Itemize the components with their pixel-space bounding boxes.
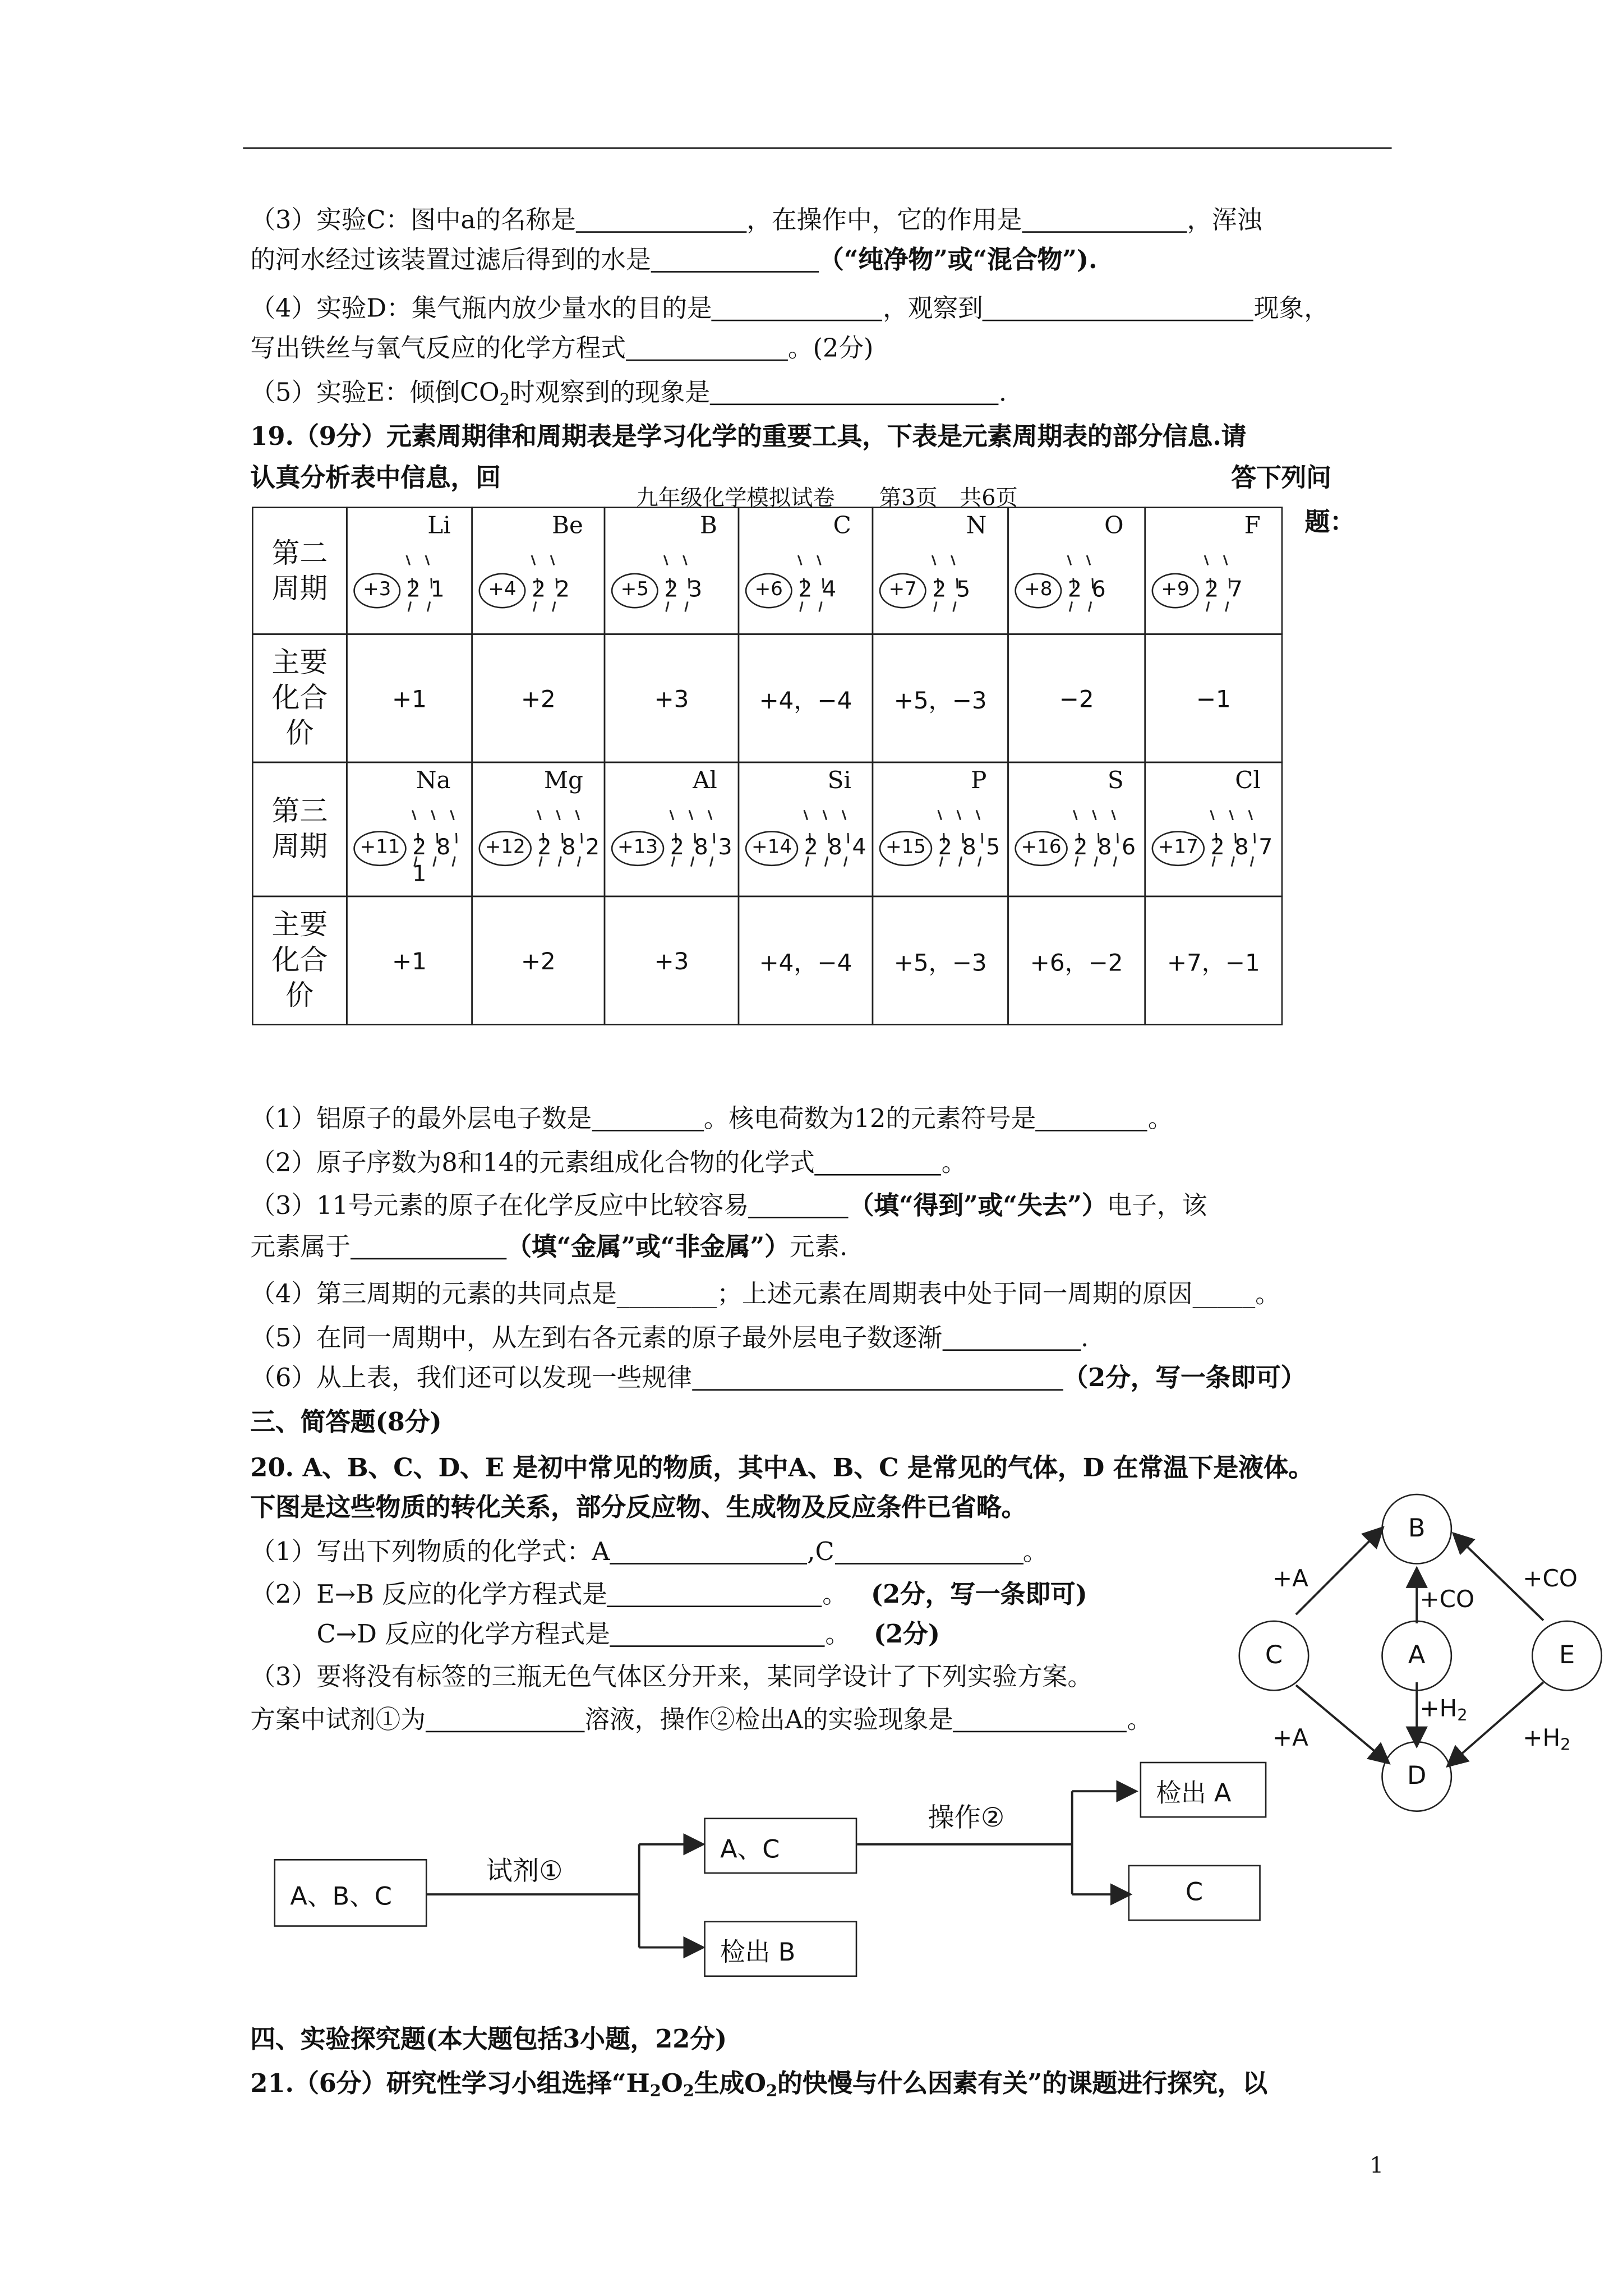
q19-part3-line1: [250, 1190, 1207, 1223]
q18-part3-line2: [250, 245, 1097, 277]
text: ，在操作中，它的作用是: [746, 206, 1022, 236]
text: （填“金属”或“非金属”）: [506, 1232, 790, 1263]
text: +H: [1419, 1694, 1458, 1722]
answer-blank[interactable]: [1022, 206, 1187, 233]
text: (2分): [873, 1620, 940, 1650]
text: 元素.: [789, 1232, 848, 1263]
q21-intro: [250, 2068, 1267, 2108]
text: 方案中试剂①为: [250, 1705, 426, 1736]
q19-intro-line1: 19.（9分）元素周期律和周期表是学习化学的重要工具，下表是元素周期表的部分信息.请: [250, 422, 1247, 453]
electron-counts: 2 3: [664, 576, 704, 603]
page-number: 1: [1370, 2152, 1384, 2179]
answer-blank[interactable]: [651, 246, 819, 273]
text: 元素属于: [250, 1232, 351, 1263]
text: （5）实验E：倾倒CO: [250, 378, 500, 408]
flow-label-operation: 操作②: [928, 1803, 1005, 1834]
flow-box-detect-b: 检出 B: [704, 1921, 857, 1977]
answer-blank[interactable]: [576, 206, 747, 233]
row-header-period3: [252, 762, 348, 898]
text: 溶液，操作②检出A的实验现象是: [584, 1705, 953, 1736]
text: ，观察到: [883, 295, 983, 324]
row-header-text: 第二 周期: [271, 537, 328, 605]
element-symbol: Na: [416, 766, 451, 794]
flow-label-reagent: 试剂①: [486, 1856, 563, 1887]
q20-part3-line1: （3）要将没有标签的三瓶无色气体区分开来，某同学设计了下列实验方案。: [250, 1663, 1093, 1693]
valence-cell-f: −1: [1144, 633, 1283, 763]
element-symbol: P: [971, 766, 987, 794]
answer-blank[interactable]: [610, 1621, 825, 1647]
text: 21.（6分）研究性学习小组选择“H: [250, 2069, 650, 2100]
top-rule: [243, 148, 1391, 149]
section-4-heading: 四、实验探究题(本大题包括3小题，22分): [250, 2025, 727, 2055]
text: （3）11号元素的原子在化学反应中比较容易: [250, 1191, 749, 1221]
row-header-text: 主要 化合 价: [271, 646, 328, 750]
valence-cell-na: +1: [346, 896, 473, 1025]
electron-counts: 2 8 3: [670, 834, 734, 861]
element-symbol: N: [966, 511, 987, 540]
q20-part2-line1: [250, 1579, 1087, 1612]
answer-blank[interactable]: [610, 1538, 807, 1565]
element-cell-si: [738, 762, 874, 898]
text: (2分，写一条即可): [870, 1580, 1087, 1611]
element-symbol: Li: [427, 511, 451, 540]
q19-part3-line2: [250, 1231, 847, 1264]
nucleus-circle: +9: [1152, 573, 1199, 609]
node-a: A: [1381, 1621, 1452, 1691]
nucleus-circle: +11: [353, 831, 407, 866]
element-symbol: S: [1107, 766, 1124, 794]
nucleus-circle: +16: [1015, 831, 1068, 866]
electron-counts: 2 8 5: [938, 834, 1002, 861]
answer-blank[interactable]: [953, 1706, 1127, 1732]
element-symbol: O: [1104, 511, 1124, 540]
subscript: 2: [649, 2081, 661, 2101]
text: 电子，该: [1106, 1191, 1207, 1221]
text: （2）E→B 反应的化学方程式是: [250, 1580, 607, 1611]
label-e-to-d: [1523, 1723, 1570, 1754]
q19-part5: [250, 1323, 1089, 1355]
element-cell-be: [471, 507, 605, 634]
nucleus-circle: +15: [879, 831, 933, 866]
answer-blank[interactable]: [351, 1233, 506, 1259]
flow-box-detect-a: 检出 A: [1140, 1762, 1267, 1818]
q20-intro-line2: 下图是这些物质的转化关系，部分反应物、生成物及反应条件已省略。: [250, 1493, 1027, 1524]
element-cell-al: [604, 762, 740, 898]
running-header: 九年级化学模拟试卷 第3页 共6页: [636, 484, 1018, 512]
nucleus-circle: +17: [1152, 831, 1205, 866]
text: 生成O: [694, 2069, 767, 2100]
valence-cell-cl: +7，−1: [1144, 896, 1283, 1025]
q20-part3-line2: [250, 1704, 1152, 1737]
text: （填“得到”或“失去”）: [849, 1191, 1107, 1221]
q19-part4: （4）第三周期的元素的共同点是________；上述元素在周期表中处于同一周期的原因_____。: [250, 1280, 1280, 1310]
valence-cell-li: +1: [346, 633, 473, 763]
row-header-text: 主要 化合 价: [271, 909, 328, 1013]
text: （1）铝原子的最外层电子数是: [250, 1105, 592, 1135]
text: 。: [825, 1620, 850, 1650]
text: （“纯净物”或“混合物”).: [819, 246, 1098, 276]
row-header-period2: [252, 507, 348, 634]
electron-counts: 2 2: [531, 576, 571, 603]
electron-counts: 2 8 6: [1073, 834, 1137, 861]
q19-intro-line2: 认真分析表中信息，回: [250, 464, 501, 494]
electron-counts: 2 7: [1205, 576, 1244, 603]
text: （5）在同一周期中，从左到右各元素的原子最外层电子数逐渐: [250, 1324, 943, 1354]
valence-cell-o: −2: [1007, 633, 1146, 763]
text: .: [1081, 1324, 1089, 1354]
q20-part1: [250, 1536, 1048, 1569]
element-symbol: Mg: [543, 766, 583, 794]
answer-blank[interactable]: [983, 295, 1254, 321]
text: C→D 反应的化学方程式是: [316, 1620, 610, 1650]
valence-cell-mg: +2: [471, 896, 605, 1025]
text: 。: [1022, 1538, 1048, 1568]
text: 。: [822, 1580, 847, 1611]
text: 。(2分): [787, 334, 874, 364]
answer-blank[interactable]: [607, 1581, 822, 1607]
electron-counts: 2 8 2: [537, 834, 601, 861]
q19-part1: [250, 1103, 1173, 1136]
subscript: 2: [683, 2081, 694, 2101]
q20-intro-line1: 20. A、B、C、D、E 是初中常见的物质，其中A、B、C 是常见的气体，D 在常温下是液体。: [250, 1453, 1314, 1484]
flow-box-abc: A、B、C: [274, 1859, 427, 1927]
element-symbol: Al: [693, 766, 717, 794]
text: 的河水经过该装置过滤后得到的水是: [250, 246, 651, 276]
valence-cell-c: +4，−4: [738, 633, 874, 763]
element-cell-b: [604, 507, 740, 634]
label-c-to-b: +A: [1272, 1564, 1308, 1593]
arrow-c-to-d: [1296, 1685, 1387, 1762]
answer-blank[interactable]: [1036, 1105, 1148, 1131]
valence-cell-si: +4，−4: [738, 896, 874, 1025]
nucleus-circle: +5: [611, 573, 658, 609]
electron-counts: 2 1: [406, 576, 446, 603]
element-symbol: Be: [552, 511, 583, 540]
text: .: [998, 378, 1007, 408]
answer-blank[interactable]: [942, 1324, 1081, 1351]
q18-part4-line2: [250, 333, 873, 365]
valence-cell-n: +5，−3: [872, 633, 1009, 763]
label-a-to-d: [1419, 1694, 1467, 1725]
label-a-to-b: +CO: [1419, 1585, 1475, 1613]
nucleus-circle: +13: [611, 831, 665, 866]
node-d: D: [1381, 1741, 1452, 1812]
element-symbol: Cl: [1235, 766, 1261, 794]
q19-intro-line2-right: 答下列问: [1231, 464, 1331, 494]
answer-blank[interactable]: [626, 334, 788, 361]
element-cell-o: [1007, 507, 1146, 634]
nucleus-circle: +7: [879, 573, 926, 609]
text: （6）从上表，我们还可以发现一些规律: [250, 1364, 692, 1394]
nucleus-circle: +4: [478, 573, 525, 609]
section-3-heading: 三、简答题(8分): [250, 1408, 442, 1438]
valence-cell-s: +6，−2: [1007, 896, 1146, 1025]
text: 的快慢与什么因素有关”的课题进行探究，以: [777, 2069, 1268, 2100]
answer-blank[interactable]: [815, 1149, 942, 1175]
text: 现象，: [1253, 295, 1329, 324]
valence-cell-p: +5，−3: [872, 896, 1009, 1025]
label-c-to-d: +A: [1272, 1723, 1308, 1752]
text: （1）写出下列物质的化学式：A: [250, 1538, 610, 1568]
text: （2分，写一条即可）: [1063, 1364, 1306, 1394]
nucleus-circle: +12: [478, 831, 532, 866]
element-cell-f: [1144, 507, 1283, 634]
answer-blank[interactable]: [712, 295, 883, 321]
text: （4）实验D：集气瓶内放少量水的目的是: [250, 295, 712, 324]
element-cell-na: [346, 762, 473, 898]
nucleus-circle: +6: [745, 573, 792, 609]
answer-blank[interactable]: [592, 1105, 704, 1131]
subscript: 2: [766, 2081, 778, 2101]
electron-counts: 2 5: [932, 576, 972, 603]
text: 。: [1147, 1105, 1173, 1135]
answer-blank[interactable]: [692, 1364, 1063, 1391]
element-cell-mg: [471, 762, 605, 898]
q18-part3-line1: [250, 205, 1262, 237]
arrow-c-to-b: [1296, 1529, 1381, 1614]
text: （2）原子序数为8和14的元素组成化合物的化学式: [250, 1149, 815, 1179]
answer-blank[interactable]: [710, 379, 999, 405]
text: 写出铁丝与氧气反应的化学方程式: [250, 334, 626, 364]
label-e-to-b: +CO: [1523, 1564, 1578, 1593]
element-cell-p: [872, 762, 1009, 898]
subscript: 2: [1457, 1705, 1468, 1726]
flow-box-ac: A、C: [704, 1818, 857, 1874]
element-symbol: F: [1244, 511, 1261, 540]
node-e: E: [1532, 1621, 1602, 1691]
answer-blank[interactable]: [749, 1191, 849, 1218]
node-b: B: [1381, 1494, 1452, 1565]
valence-cell-be: +2: [471, 633, 605, 763]
q19-part2: [250, 1148, 966, 1180]
q19-intro-line3: 题：: [1304, 508, 1355, 538]
text: +H: [1523, 1723, 1561, 1752]
q19-part6: [250, 1363, 1306, 1395]
element-cell-s: [1007, 762, 1146, 898]
nucleus-circle: +14: [745, 831, 799, 866]
text: ，浑浊: [1187, 206, 1262, 236]
answer-blank[interactable]: [426, 1706, 585, 1732]
text: 时观察到的现象是: [510, 378, 711, 408]
flow-box-c: C: [1128, 1865, 1261, 1921]
element-symbol: B: [699, 511, 717, 540]
row-header-valence3: [252, 896, 348, 1025]
row-header-text: 第三 周期: [271, 795, 328, 863]
q18-part4-line1: [250, 293, 1329, 326]
answer-blank[interactable]: [834, 1538, 1023, 1565]
valence-cell-b: +3: [604, 633, 740, 763]
subscript: 2: [1560, 1735, 1571, 1755]
electron-counts: 2 8 4: [804, 834, 868, 861]
text: O: [661, 2069, 683, 2100]
text: ,C: [807, 1538, 834, 1568]
element-symbol: C: [833, 511, 851, 540]
nucleus-circle: +3: [353, 573, 400, 609]
subscript: 2: [499, 390, 510, 410]
element-cell-c: [738, 507, 874, 634]
q18-part5: [250, 377, 1007, 417]
nucleus-circle: +8: [1015, 573, 1062, 609]
text: 。核电荷数为12的元素符号是: [703, 1105, 1036, 1135]
electron-counts: 2 8 1: [412, 834, 452, 887]
electron-counts: 2 6: [1067, 576, 1108, 603]
valence-cell-al: +3: [604, 896, 740, 1025]
text: 。: [1127, 1705, 1152, 1736]
text: 。: [941, 1149, 967, 1179]
text: （3）实验C：图中a的名称是: [250, 206, 576, 236]
element-cell-n: [872, 507, 1009, 634]
node-c: C: [1238, 1621, 1309, 1691]
electron-counts: 2 8 7: [1210, 834, 1274, 861]
element-cell-cl: [1144, 762, 1283, 898]
element-cell-li: [346, 507, 473, 634]
row-header-valence2: [252, 633, 348, 763]
element-symbol: Si: [827, 766, 851, 794]
q20-part2-line2: [317, 1619, 940, 1651]
electron-counts: 2 4: [798, 576, 838, 603]
